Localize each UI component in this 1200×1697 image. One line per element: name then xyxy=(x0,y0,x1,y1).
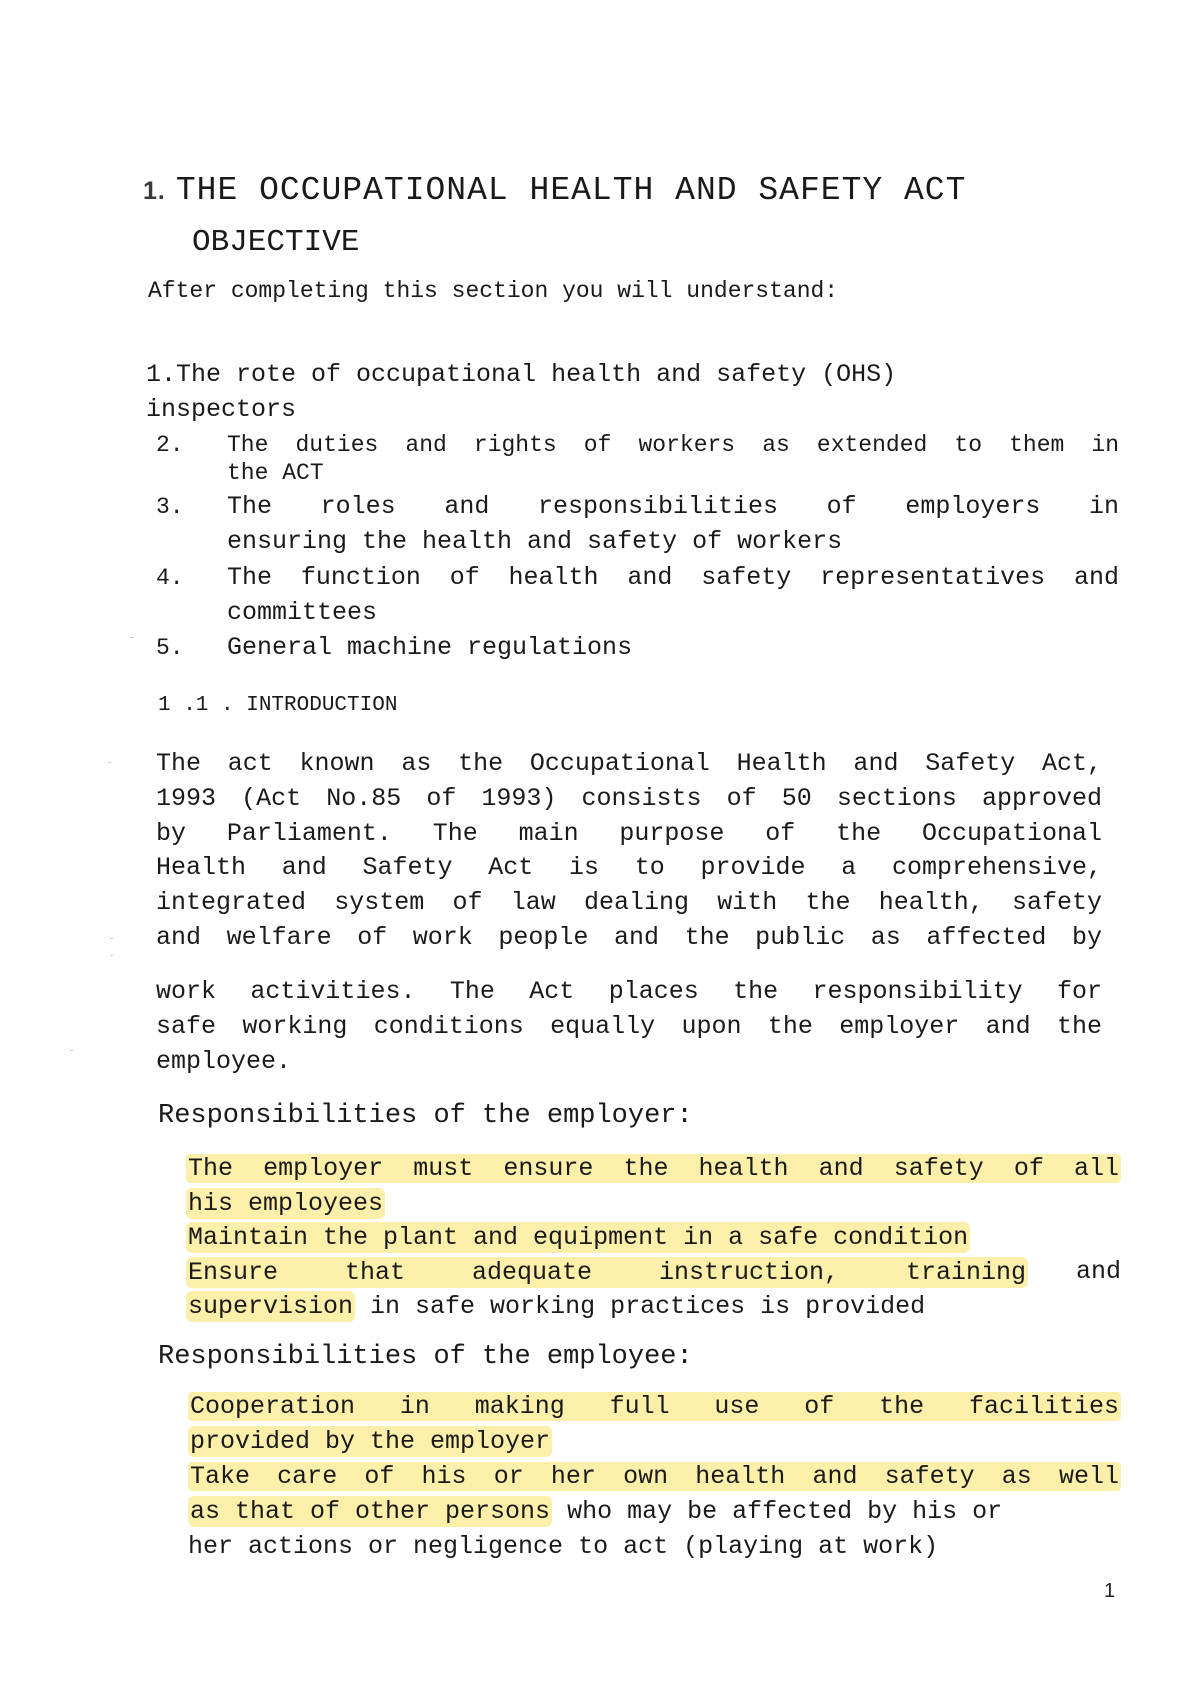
employee-bullet-2-cont xyxy=(188,1497,1002,1526)
objective-label: OBJECTIVE xyxy=(192,225,360,260)
objective-item-2-cont: the ACT xyxy=(227,460,324,486)
objective-item-1: 1.The rote of occupational health and safety (OHS) xyxy=(146,360,897,389)
highlight: his employees xyxy=(188,1189,384,1218)
scan-speck xyxy=(108,762,111,763)
objective-num-2: 2. xyxy=(156,432,184,458)
scan-speck xyxy=(70,1050,73,1051)
highlight: supervision xyxy=(188,1292,354,1321)
employer-bullet-1 xyxy=(186,1154,1121,1183)
objective-item-5: General machine regulations xyxy=(227,633,633,662)
intro-paragraph-line: The act known as the Occupational Health and Safety Act, xyxy=(156,749,1102,778)
highlight: as that of other persons xyxy=(190,1497,551,1526)
page-number: 1 xyxy=(1104,1580,1116,1602)
introduction-heading: 1 .1 . INTRODUCTION xyxy=(158,694,398,717)
intro-paragraph-line: safe working conditions equally upon the employer and the xyxy=(156,1012,1102,1041)
objective-num-3: 3. xyxy=(156,494,184,520)
highlight: Take care of his or her own health and safety as well xyxy=(190,1462,1119,1491)
title-text: THE OCCUPATIONAL HEALTH AND SAFETY ACT xyxy=(175,172,967,209)
section-title xyxy=(143,172,966,209)
scan-speck xyxy=(110,955,113,956)
employee-bullet-2-cont2: her actions or negligence to act (playing at work) xyxy=(188,1532,939,1561)
objective-num-4: 4. xyxy=(156,565,184,591)
highlight: Cooperation in making full use of the facilities xyxy=(190,1392,1119,1421)
employer-responsibilities-heading: Responsibilities of the employer: xyxy=(158,1101,693,1131)
intro-paragraph-line: employee. xyxy=(156,1047,292,1076)
employee-bullet-2 xyxy=(188,1462,1121,1491)
highlight: Maintain the plant and equipment in a safe condition xyxy=(188,1223,969,1252)
intro-sentence: After completing this section you will understand: xyxy=(148,278,839,304)
employee-bullet-1-cont xyxy=(188,1427,552,1456)
objective-item-4-cont: committees xyxy=(227,598,378,627)
objective-item-2: The duties and rights of workers as extended to them in xyxy=(227,432,1119,458)
intro-paragraph-line: 1993 (Act No.85 of 1993) consists of 50 sections approved xyxy=(156,784,1102,813)
employer-bullet-3 xyxy=(186,1257,1121,1288)
employer-bullet-1-cont xyxy=(186,1189,385,1218)
highlight: The employer must ensure the health and safety of all xyxy=(188,1154,1119,1183)
employee-bullet-1 xyxy=(188,1392,1121,1421)
objective-num-5: 5. xyxy=(156,635,184,661)
objective-item-4: The function of health and safety representatives and xyxy=(227,563,1119,592)
objective-item-1-cont: inspectors xyxy=(146,395,297,424)
plain-text: in safe working practices is provided xyxy=(355,1292,926,1321)
intro-paragraph-line: and welfare of work people and the public as affected by xyxy=(156,923,1102,952)
intro-paragraph-line: Health and Safety Act is to provide a comprehensive, xyxy=(156,853,1102,882)
highlight: provided by the employer xyxy=(190,1427,551,1456)
scan-speck xyxy=(110,938,113,939)
objective-item-3: The roles and responsibilities of employers in xyxy=(227,492,1119,521)
scan-speck xyxy=(130,637,133,638)
highlight: Ensure that adequate instruction, training xyxy=(188,1258,1026,1287)
intro-paragraph-line: work activities. The Act places the responsibility for xyxy=(156,977,1102,1006)
employer-bullet-2 xyxy=(186,1223,970,1252)
plain-text: who may be affected by his or xyxy=(552,1497,1003,1526)
employer-bullet-3-cont xyxy=(186,1292,925,1321)
plain-text: and xyxy=(1075,1257,1121,1286)
intro-paragraph-line: integrated system of law dealing with the health, safety xyxy=(156,888,1102,917)
objective-item-3-cont: ensuring the health and safety of workers xyxy=(227,527,843,556)
section-number: 1. xyxy=(143,177,166,205)
employee-responsibilities-heading: Responsibilities of the employee: xyxy=(158,1342,693,1372)
intro-paragraph-line: by Parliament. The main purpose of the Occupational xyxy=(156,819,1102,848)
